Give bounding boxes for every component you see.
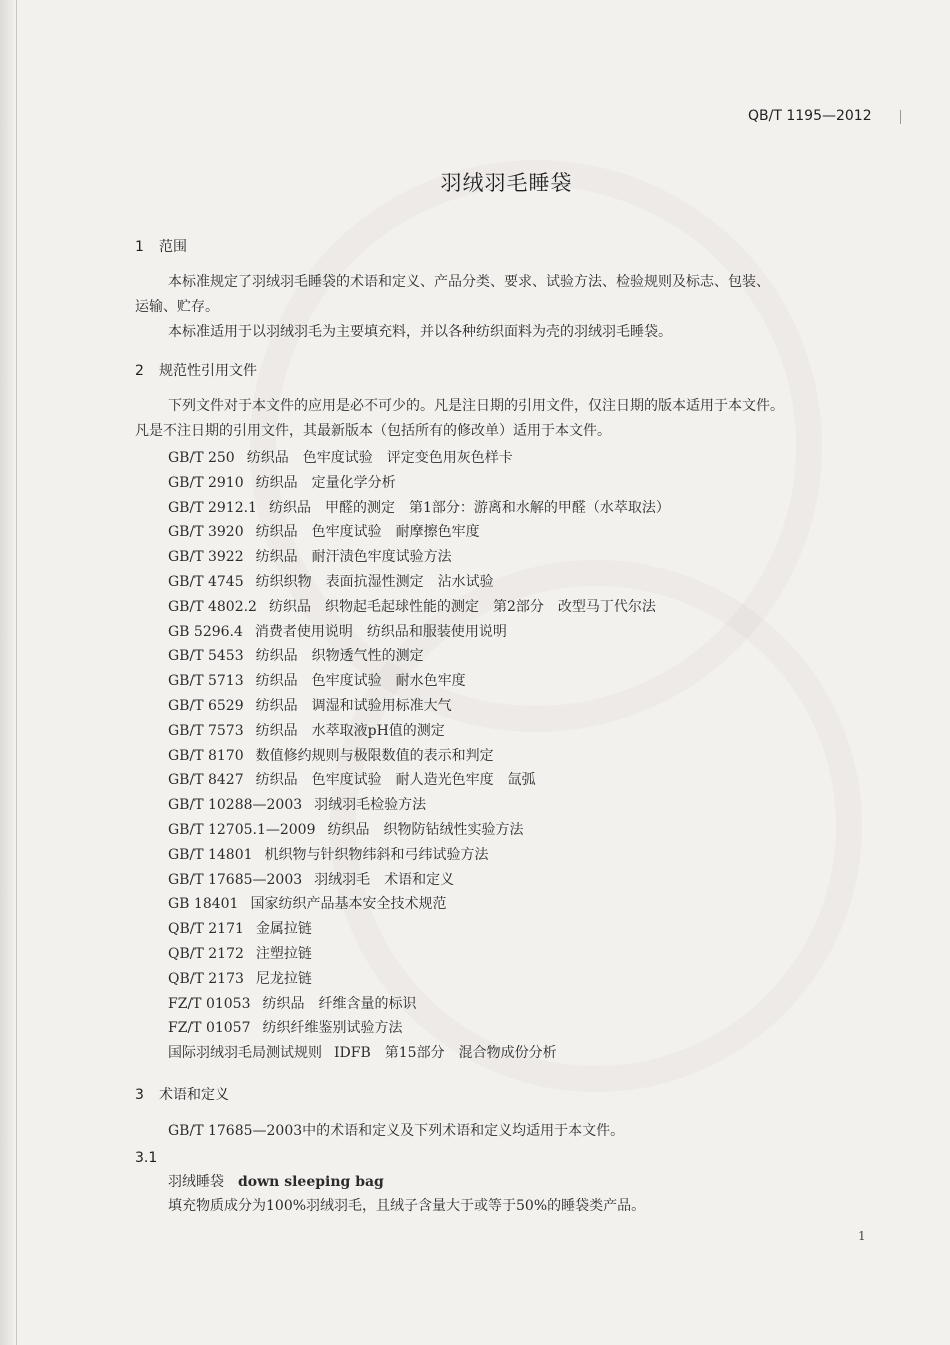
reference-code: GB/T 3920 [168, 524, 244, 541]
reference-code: GB 18401 [168, 896, 239, 913]
reference-title: 纺织品 色牢度试验 耐水色牢度 [255, 673, 466, 690]
reference-title: 注塑拉链 [255, 946, 312, 962]
reference-title: 纺织品 色牢度试验 评定变色用灰色样卡 [246, 450, 513, 466]
reference-item [168, 449, 513, 467]
reference-title: 机织物与针织物纬斜和弓纬试验方法 [264, 846, 489, 863]
reference-item [168, 598, 656, 616]
section-3-heading [135, 1086, 229, 1104]
reference-title: 纺织品 调湿和试验用标准大气 [255, 698, 452, 714]
reference-code: QB/T 2171 [168, 921, 244, 938]
reference-code: GB/T 5453 [168, 648, 244, 665]
reference-title: 金属拉链 [255, 921, 312, 938]
document-title: 羽绒羽毛睡袋 [440, 171, 573, 195]
reference-item [168, 474, 396, 492]
terms-intro: GB/T 17685—2003中的术语和定义及下列术语和定义均适用于本文件。 [168, 1123, 625, 1139]
section-number: 3 [135, 1087, 144, 1103]
reference-item [168, 1019, 402, 1037]
reference-item [168, 895, 446, 913]
reference-code: GB/T 14801 [168, 846, 253, 863]
reference-code: GB/T 3922 [168, 549, 244, 566]
reference-title: 纺织品 纤维含量的标识 [262, 995, 417, 1012]
reference-item [168, 771, 536, 789]
reference-code: 国际羽绒羽毛局测试规则 [168, 1045, 322, 1062]
reference-item [168, 722, 445, 740]
reference-item [168, 846, 489, 864]
reference-title: IDFB 第15部分 混合物成份分析 [334, 1045, 557, 1062]
reference-title: 纺织品 织物透气性的测定 [255, 648, 424, 665]
section-title: 范围 [159, 239, 187, 255]
section-1-heading [135, 238, 187, 256]
reference-title: 纺织品 色牢度试验 耐人造光色牢度 氙弧 [255, 772, 536, 789]
reference-item [168, 548, 452, 566]
section-title: 术语和定义 [159, 1087, 229, 1103]
page-number: 1 [858, 1229, 866, 1243]
section-number: 1 [135, 239, 144, 255]
reference-title: 纺织品 定量化学分析 [255, 474, 396, 491]
reference-item [168, 920, 312, 938]
reference-title: 纺织品 耐汗渍色牢度试验方法 [255, 549, 452, 566]
standard-number: QB/T 1195—2012 [748, 108, 872, 124]
reference-code: GB/T 8170 [168, 747, 244, 764]
reference-code: GB/T 4745 [168, 574, 244, 590]
reference-code: GB/T 17685—2003 [168, 871, 303, 888]
reference-title: 纺织品 织物防钻绒性实验方法 [327, 822, 524, 838]
section-title: 规范性引用文件 [159, 363, 257, 379]
reference-item [168, 523, 480, 541]
reference-title: 尼龙拉链 [255, 970, 312, 987]
reference-code: GB/T 2912.1 [168, 499, 257, 516]
scope-applicability: 本标准适用于以羽绒羽毛为主要填充料，并以各种纺织面料为壳的羽绒羽毛睡袋。 [168, 324, 672, 340]
reference-title: 纺织品 织物起毛起球性能的测定 第2部分 改型马丁代尔法 [268, 598, 656, 615]
reference-code: GB/T 250 [168, 450, 235, 466]
reference-code: FZ/T 01053 [168, 995, 251, 1012]
reference-code: GB/T 4802.2 [168, 598, 257, 615]
reference-code: GB/T 8427 [168, 772, 244, 789]
section-2-heading [135, 362, 257, 380]
reference-code: GB 5296.4 [168, 623, 243, 640]
reference-code: QB/T 2172 [168, 946, 244, 962]
reference-title: 国家纺织产品基本安全技术规范 [250, 896, 447, 913]
reference-item [168, 945, 312, 963]
reference-item [168, 1044, 557, 1062]
page-left-edge [0, 0, 14, 1345]
normative-intro-line: 下列文件对于本文件的应用是必不可少的。凡是注日期的引用文件，仅注日期的版本适用于本文件。 [168, 398, 784, 414]
reference-item [168, 821, 524, 839]
reference-item [168, 499, 670, 517]
reference-title: 纺织品 水萃取液pH值的测定 [255, 722, 445, 739]
reference-title: 羽绒羽毛检验方法 [314, 797, 427, 814]
scope-paragraph-line: 本标准规定了羽绒羽毛睡袋的术语和定义、产品分类、要求、试验方法、检验规则及标志、包装、 [168, 274, 770, 290]
margin-tick [900, 110, 901, 124]
reference-title: 消费者使用说明 纺织品和服装使用说明 [254, 623, 507, 640]
term-english: down sleeping bag [238, 1174, 384, 1190]
binding-line [16, 0, 17, 1345]
reference-code: FZ/T 01057 [168, 1020, 251, 1037]
reference-item [168, 623, 507, 641]
reference-title: 纺织品 甲醛的测定 第1部分：游离和水解的甲醛（水萃取法） [268, 499, 670, 516]
reference-item [168, 697, 452, 715]
term-definition: 填充物质成分为100%羽绒羽毛，且绒子含量大于或等于50%的睡袋类产品。 [168, 1198, 646, 1214]
scope-paragraph-line: 运输、贮存。 [135, 299, 219, 315]
reference-code: QB/T 2173 [168, 970, 244, 987]
reference-item [168, 871, 454, 889]
term-item-number: 3.1 [135, 1150, 158, 1166]
reference-item [168, 573, 494, 591]
reference-title: 羽绒羽毛 术语和定义 [314, 871, 455, 888]
reference-item [168, 647, 424, 665]
reference-title: 纺织织物 表面抗湿性测定 沾水试验 [255, 574, 494, 590]
background-watermark [250, 160, 822, 732]
reference-title: 数值修约规则与极限数值的表示和判定 [255, 747, 494, 764]
reference-code: GB/T 6529 [168, 698, 244, 714]
reference-item [168, 747, 494, 765]
reference-code: GB/T 12705.1—2009 [168, 822, 316, 838]
normative-intro-line: 凡是不注日期的引用文件，其最新版本（包括所有的修改单）适用于本文件。 [135, 423, 611, 439]
reference-item [168, 970, 312, 988]
reference-item [168, 995, 416, 1013]
reference-item [168, 672, 466, 690]
reference-title: 纺织纤维鉴别试验方法 [262, 1020, 403, 1037]
reference-title: 纺织品 色牢度试验 耐摩擦色牢度 [255, 524, 480, 541]
section-number: 2 [135, 363, 144, 379]
reference-item [168, 796, 426, 814]
reference-code: GB/T 10288—2003 [168, 797, 303, 814]
term-entry [168, 1173, 384, 1191]
reference-code: GB/T 2910 [168, 474, 244, 491]
term-chinese: 羽绒睡袋 [168, 1174, 224, 1190]
reference-code: GB/T 5713 [168, 673, 244, 690]
reference-code: GB/T 7573 [168, 722, 244, 739]
